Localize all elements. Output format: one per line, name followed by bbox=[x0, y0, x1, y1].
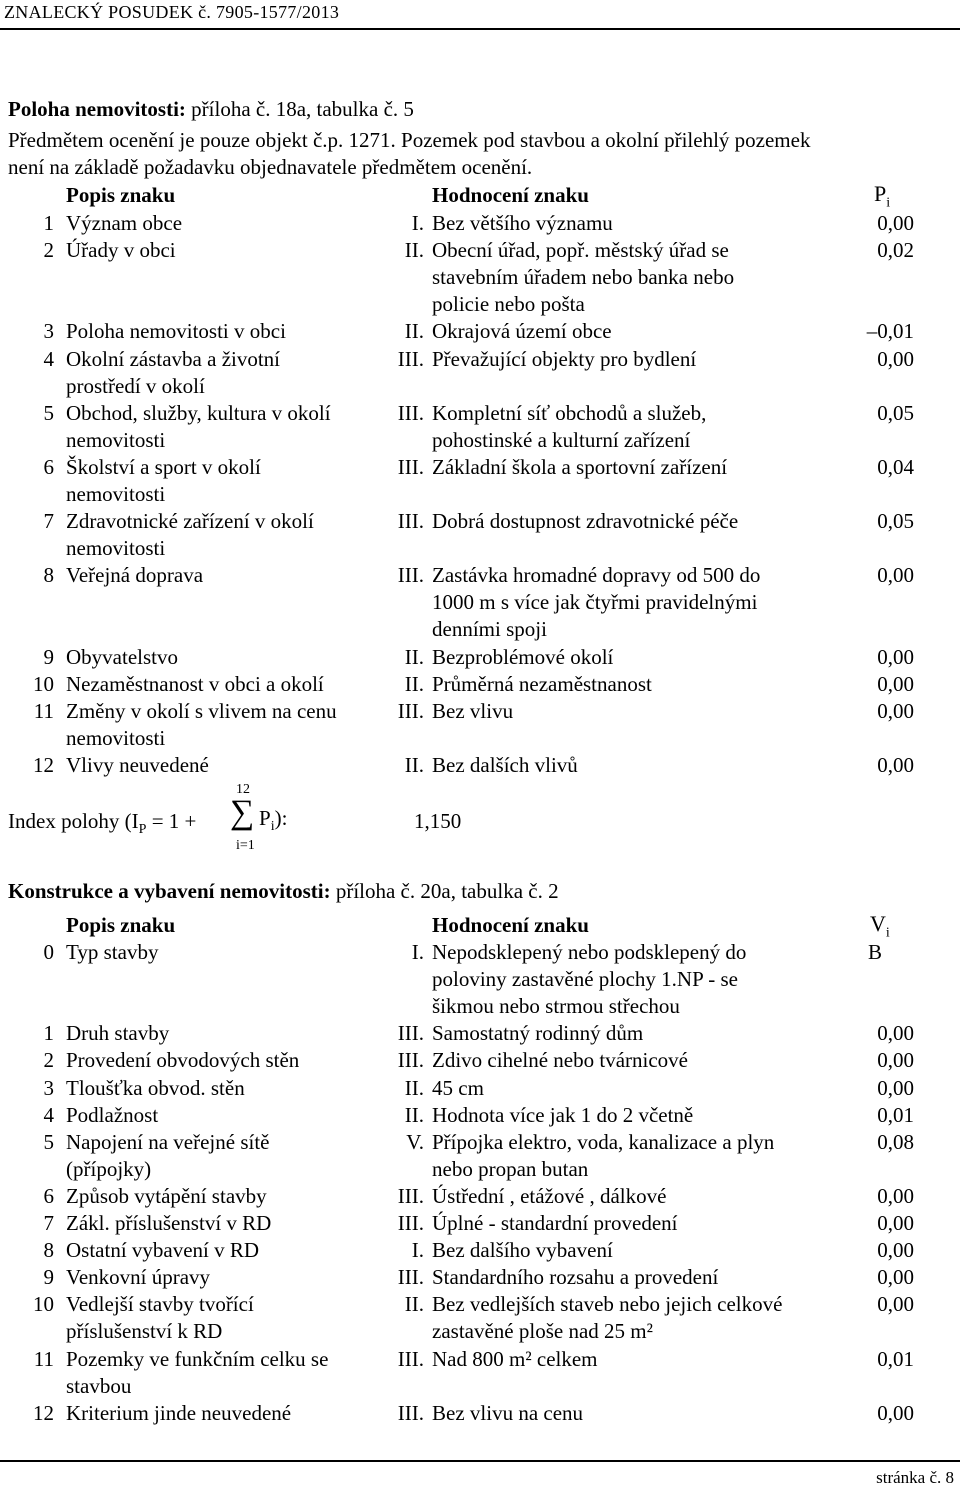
konstrukce-col-value bbox=[870, 911, 890, 941]
evaluation-line: Bez vedlejších staveb nebo jejich celkové bbox=[432, 1292, 783, 1317]
row-level: III. bbox=[397, 1021, 424, 1046]
evaluation-line: Bez většího významu bbox=[432, 211, 613, 235]
row-feature-name bbox=[66, 508, 386, 562]
row-number: 11 bbox=[33, 1346, 54, 1371]
row-feature-name bbox=[66, 1075, 386, 1102]
evaluation-line: Bez dalšího vybavení bbox=[432, 1238, 613, 1263]
page-number: stránka č. 8 bbox=[876, 1468, 954, 1487]
row-feature-name bbox=[66, 752, 386, 779]
row-value: 0,00 bbox=[877, 211, 914, 235]
sum-term bbox=[259, 806, 287, 835]
row-number: 3 bbox=[43, 319, 54, 344]
row-value: 0,00 bbox=[877, 346, 914, 371]
row-evaluation bbox=[432, 318, 852, 345]
row-value: 0,08 bbox=[877, 1129, 914, 1154]
feature-name-line: Zdravotnické zařízení v okolí bbox=[66, 509, 314, 534]
feature-name-line: Změny v okolí s vlivem na cenu bbox=[66, 698, 337, 723]
row-number: 9 bbox=[43, 644, 54, 669]
row-evaluation bbox=[432, 698, 852, 725]
row-number: 5 bbox=[43, 1129, 54, 1154]
row-number: 4 bbox=[43, 1102, 54, 1127]
row-number: 3 bbox=[43, 1075, 54, 1100]
feature-name-line: Vedlejší stavby tvořící bbox=[66, 1292, 254, 1317]
evaluation-line: Zdivo cihelné nebo tvárnicové bbox=[432, 1048, 688, 1073]
poloha-section-title bbox=[8, 97, 414, 122]
row-evaluation bbox=[432, 454, 852, 481]
feature-name-line: Tloušťka obvod. stěn bbox=[66, 1075, 245, 1100]
row-feature-name bbox=[66, 1129, 386, 1183]
row-level: III. bbox=[397, 346, 424, 371]
feature-name-line: Obchod, služby, kultura v okolí bbox=[66, 400, 331, 425]
feature-name-line: (přípojky) bbox=[66, 1156, 152, 1181]
row-value: 0,05 bbox=[877, 509, 914, 534]
feature-name-line: Školství a sport v okolí bbox=[66, 454, 261, 479]
row-feature-name bbox=[66, 562, 386, 589]
row-level: II. bbox=[404, 644, 424, 669]
feature-name-line: Obyvatelstvo bbox=[66, 644, 178, 669]
row-evaluation bbox=[432, 1075, 852, 1102]
row-evaluation bbox=[432, 1400, 852, 1427]
row-value: 0,00 bbox=[877, 1048, 914, 1073]
evaluation-line: Bezproblémové okolí bbox=[432, 644, 614, 669]
row-level: III. bbox=[397, 1211, 424, 1235]
row-level: V. bbox=[406, 1129, 424, 1154]
row-evaluation bbox=[432, 939, 852, 1020]
poloha-col-value-sub: i bbox=[886, 195, 891, 211]
row-feature-name bbox=[66, 237, 386, 264]
row-number: 0 bbox=[43, 940, 54, 964]
sum-term-main: P bbox=[259, 806, 271, 830]
evaluation-line: Samostatný rodinný dům bbox=[432, 1021, 644, 1046]
row-number: 12 bbox=[33, 753, 54, 777]
row-value: 0,00 bbox=[877, 644, 914, 669]
evaluation-line: denními spoji bbox=[432, 617, 547, 642]
feature-name-line: Úřady v obci bbox=[66, 238, 176, 263]
evaluation-line: pohostinské a kulturní zařízení bbox=[432, 427, 691, 452]
poloha-title-bold: Poloha nemovitosti: bbox=[8, 97, 186, 121]
evaluation-line: Nad 800 m² celkem bbox=[432, 1346, 598, 1371]
row-value: 0,00 bbox=[877, 1292, 914, 1317]
row-number: 1 bbox=[43, 1021, 54, 1046]
konstrukce-title-bold: Konstrukce a vybavení nemovitosti: bbox=[8, 879, 331, 903]
row-number: 10 bbox=[33, 671, 54, 696]
row-number: 5 bbox=[43, 400, 54, 425]
row-value: 0,00 bbox=[877, 563, 914, 588]
row-evaluation bbox=[432, 1237, 852, 1264]
row-evaluation bbox=[432, 1264, 852, 1291]
row-number: 1 bbox=[43, 211, 54, 235]
row-feature-name bbox=[66, 644, 386, 671]
row-number: 8 bbox=[43, 1238, 54, 1263]
row-feature-name bbox=[66, 1264, 386, 1291]
evaluation-line: Průměrná nezaměstnanost bbox=[432, 671, 652, 696]
evaluation-line: Přípojka elektro, voda, kanalizace a plyn bbox=[432, 1129, 775, 1154]
row-feature-name bbox=[66, 1237, 386, 1264]
row-evaluation bbox=[432, 671, 852, 698]
row-level: III. bbox=[397, 1183, 424, 1208]
row-value: 0,00 bbox=[877, 671, 914, 696]
row-evaluation bbox=[432, 1210, 852, 1237]
feature-name-line: Provedení obvodových stěn bbox=[66, 1048, 300, 1073]
konstrukce-section-title bbox=[8, 879, 559, 904]
konstrukce-col-hodnoceni: Hodnocení znaku bbox=[432, 913, 589, 937]
row-number: 12 bbox=[33, 1400, 54, 1425]
sum-lower-limit: i=1 bbox=[236, 838, 255, 853]
row-feature-name bbox=[66, 698, 386, 752]
evaluation-line: Úplné - standardní provedení bbox=[432, 1211, 678, 1235]
poloha-col-value-main: P bbox=[874, 181, 887, 206]
row-level: II. bbox=[404, 753, 424, 777]
feature-name-line: Napojení na veřejné sítě bbox=[66, 1129, 270, 1154]
row-value: –0,01 bbox=[866, 319, 914, 344]
sum-symbol: ∑ bbox=[230, 794, 255, 831]
row-evaluation bbox=[432, 1346, 852, 1373]
row-number: 6 bbox=[43, 1183, 54, 1208]
evaluation-line: stavebním úřadem nebo banka nebo bbox=[432, 265, 735, 290]
row-value: 0,04 bbox=[877, 454, 914, 479]
row-value: 0,00 bbox=[877, 1400, 914, 1425]
row-evaluation bbox=[432, 1047, 852, 1074]
feature-name-line: Veřejná doprava bbox=[66, 563, 204, 588]
row-value: 0,00 bbox=[877, 1265, 914, 1290]
row-value: 0,00 bbox=[877, 753, 914, 777]
konstrukce-col-popis: Popis znaku bbox=[66, 913, 176, 937]
evaluation-line: Hodnota více jak 1 do 2 včetně bbox=[432, 1102, 694, 1127]
index-polohy-label bbox=[8, 809, 196, 838]
evaluation-line: Nepodsklepený nebo podsklepený do bbox=[432, 940, 747, 964]
feature-name-line: Druh stavby bbox=[66, 1021, 170, 1046]
row-evaluation bbox=[432, 400, 852, 454]
row-number: 7 bbox=[43, 1211, 54, 1235]
row-evaluation bbox=[432, 346, 852, 373]
row-feature-name bbox=[66, 454, 386, 508]
row-level: II. bbox=[404, 1075, 424, 1100]
row-evaluation bbox=[432, 644, 852, 671]
row-number: 10 bbox=[33, 1292, 54, 1317]
row-feature-name bbox=[66, 318, 386, 345]
row-number: 6 bbox=[43, 454, 54, 479]
feature-name-line: Význam obce bbox=[66, 211, 183, 235]
poloha-col-popis: Popis znaku bbox=[66, 183, 176, 207]
row-value: 0,00 bbox=[877, 1211, 914, 1235]
feature-name-line: nemovitosti bbox=[66, 725, 166, 750]
row-level: III. bbox=[397, 1048, 424, 1073]
feature-name-line: prostředí v okolí bbox=[66, 373, 205, 398]
feature-name-line: Pozemky ve funkčním celku se bbox=[66, 1346, 329, 1371]
row-number: 9 bbox=[43, 1265, 54, 1290]
row-feature-name bbox=[66, 1183, 386, 1210]
row-level: II. bbox=[404, 238, 424, 263]
row-feature-name bbox=[66, 1346, 386, 1400]
feature-name-line: příslušenství k RD bbox=[66, 1319, 223, 1344]
row-number: 2 bbox=[43, 1048, 54, 1073]
row-number: 7 bbox=[43, 509, 54, 534]
row-value: 0,01 bbox=[877, 1346, 914, 1371]
row-number: 2 bbox=[43, 238, 54, 263]
evaluation-line: šikmou nebo strmou střechou bbox=[432, 994, 680, 1018]
evaluation-line: nebo propan butan bbox=[432, 1156, 589, 1181]
evaluation-line: poloviny zastavěné plochy 1.NP - se bbox=[432, 967, 738, 991]
evaluation-line: Základní škola a sportovní zařízení bbox=[432, 454, 728, 479]
evaluation-line: Obecní úřad, popř. městský úřad se bbox=[432, 238, 729, 263]
feature-name-line: stavbou bbox=[66, 1373, 132, 1398]
row-level: III. bbox=[397, 1400, 424, 1425]
feature-name-line: nemovitosti bbox=[66, 536, 166, 561]
row-feature-name bbox=[66, 1210, 386, 1237]
evaluation-line: Bez dalších vlivů bbox=[432, 753, 578, 777]
row-feature-name bbox=[66, 1020, 386, 1047]
row-level: I. bbox=[411, 211, 424, 235]
konstrukce-col-value-sub: i bbox=[885, 925, 890, 941]
evaluation-line: Okrajová území obce bbox=[432, 319, 612, 344]
row-feature-name bbox=[66, 1400, 386, 1427]
row-level: III. bbox=[397, 698, 424, 723]
document-title: ZNALECKÝ POSUDEK č. 7905-1577/2013 bbox=[4, 2, 340, 22]
row-level: II. bbox=[404, 319, 424, 344]
row-evaluation bbox=[432, 1129, 852, 1183]
row-level: II. bbox=[404, 1292, 424, 1317]
index-label-sub: P bbox=[138, 822, 147, 838]
row-value: 0,01 bbox=[877, 1102, 914, 1127]
poloha-intro-line2: není na základě požadavku objednavatele předmětem ocenění. bbox=[8, 155, 533, 179]
index-polohy-value: 1,150 bbox=[414, 809, 462, 833]
evaluation-line: Standardního rozsahu a provedení bbox=[432, 1265, 719, 1290]
index-label-start: Index polohy (I bbox=[8, 809, 139, 833]
page-header bbox=[0, 0, 960, 30]
row-value: 0,05 bbox=[877, 400, 914, 425]
evaluation-line: Bez vlivu bbox=[432, 698, 514, 723]
sum-term-sub: i bbox=[270, 819, 275, 835]
evaluation-line: Dobrá dostupnost zdravotnické péče bbox=[432, 509, 739, 534]
feature-name-line: Kriterium jinde neuvedené bbox=[66, 1400, 292, 1425]
row-value: 0,00 bbox=[877, 698, 914, 723]
poloha-intro-line1: Předmětem ocenění je pouze objekt č.p. 1271. Pozemek pod stavbou a okolní přilehlý pozemek bbox=[8, 128, 811, 152]
row-level: III. bbox=[397, 563, 424, 588]
row-feature-name bbox=[66, 1291, 386, 1345]
evaluation-line: zastavěné ploše nad 25 m² bbox=[432, 1319, 653, 1344]
row-level: III. bbox=[397, 454, 424, 479]
row-evaluation bbox=[432, 1020, 852, 1047]
index-label-end: ): bbox=[274, 806, 288, 830]
row-value: 0,00 bbox=[877, 1238, 914, 1263]
sum-upper-limit: 12 bbox=[236, 782, 250, 797]
feature-name-line: Nezaměstnanost v obci a okolí bbox=[66, 671, 324, 696]
feature-name-line: Ostatní vybavení v RD bbox=[66, 1238, 260, 1263]
row-evaluation bbox=[432, 562, 852, 643]
feature-name-line: Vlivy neuvedené bbox=[66, 753, 209, 777]
row-level: III. bbox=[397, 509, 424, 534]
row-level: I. bbox=[411, 940, 424, 964]
feature-name-line: nemovitosti bbox=[66, 427, 166, 452]
evaluation-line: 45 cm bbox=[432, 1075, 484, 1100]
row-evaluation bbox=[432, 210, 852, 237]
row-value: B bbox=[868, 940, 883, 964]
feature-name-line: Venkovní úpravy bbox=[66, 1265, 211, 1290]
feature-name-line: Poloha nemovitosti v obci bbox=[66, 319, 286, 344]
row-value: 0,02 bbox=[877, 238, 914, 263]
row-evaluation bbox=[432, 1183, 852, 1210]
row-evaluation bbox=[432, 1291, 852, 1345]
row-level: III. bbox=[397, 400, 424, 425]
evaluation-line: Kompletní síť obchodů a služeb, bbox=[432, 400, 707, 425]
row-number: 11 bbox=[33, 698, 54, 723]
row-evaluation bbox=[432, 508, 852, 535]
row-level: I. bbox=[411, 1238, 424, 1263]
row-number: 4 bbox=[43, 346, 54, 371]
row-evaluation bbox=[432, 752, 852, 779]
konstrukce-title-rest: příloha č. 20a, tabulka č. 2 bbox=[330, 879, 559, 903]
feature-name-line: nemovitosti bbox=[66, 481, 166, 506]
row-evaluation bbox=[432, 1102, 852, 1129]
evaluation-line: Zastávka hromadné dopravy od 500 do bbox=[432, 563, 761, 588]
row-feature-name bbox=[66, 400, 386, 454]
poloha-col-hodnoceni: Hodnocení znaku bbox=[432, 183, 589, 207]
row-value: 0,00 bbox=[877, 1021, 914, 1046]
poloha-col-value bbox=[874, 181, 890, 211]
konstrukce-col-value-main: V bbox=[870, 911, 886, 936]
feature-name-line: Podlažnost bbox=[66, 1102, 159, 1127]
footer-divider bbox=[0, 1460, 960, 1462]
row-number: 8 bbox=[43, 563, 54, 588]
evaluation-line: 1000 m s více jak čtyřmi pravidelnými bbox=[432, 590, 758, 615]
row-feature-name bbox=[66, 210, 386, 237]
evaluation-line: policie nebo pošta bbox=[432, 292, 585, 317]
row-level: III. bbox=[397, 1346, 424, 1371]
evaluation-line: Bez vlivu na cenu bbox=[432, 1400, 584, 1425]
row-value: 0,00 bbox=[877, 1075, 914, 1100]
feature-name-line: Způsob vytápění stavby bbox=[66, 1183, 267, 1208]
row-level: II. bbox=[404, 1102, 424, 1127]
feature-name-line: Zákl. příslušenství v RD bbox=[66, 1211, 272, 1235]
feature-name-line: Typ stavby bbox=[66, 940, 159, 964]
row-feature-name bbox=[66, 1047, 386, 1074]
row-feature-name bbox=[66, 939, 386, 966]
index-label-mid: = 1 + bbox=[146, 809, 197, 833]
row-feature-name bbox=[66, 346, 386, 400]
evaluation-line: Převažující objekty pro bydlení bbox=[432, 346, 697, 371]
evaluation-line: Ústřední , etážové , dálkové bbox=[432, 1183, 667, 1208]
row-evaluation bbox=[432, 237, 852, 318]
row-level: II. bbox=[404, 671, 424, 696]
row-level: III. bbox=[397, 1265, 424, 1290]
feature-name-line: Okolní zástavba a životní bbox=[66, 346, 281, 371]
row-feature-name bbox=[66, 1102, 386, 1129]
row-feature-name bbox=[66, 671, 386, 698]
poloha-title-rest: příloha č. 18a, tabulka č. 5 bbox=[185, 97, 414, 121]
row-value: 0,00 bbox=[877, 1183, 914, 1208]
